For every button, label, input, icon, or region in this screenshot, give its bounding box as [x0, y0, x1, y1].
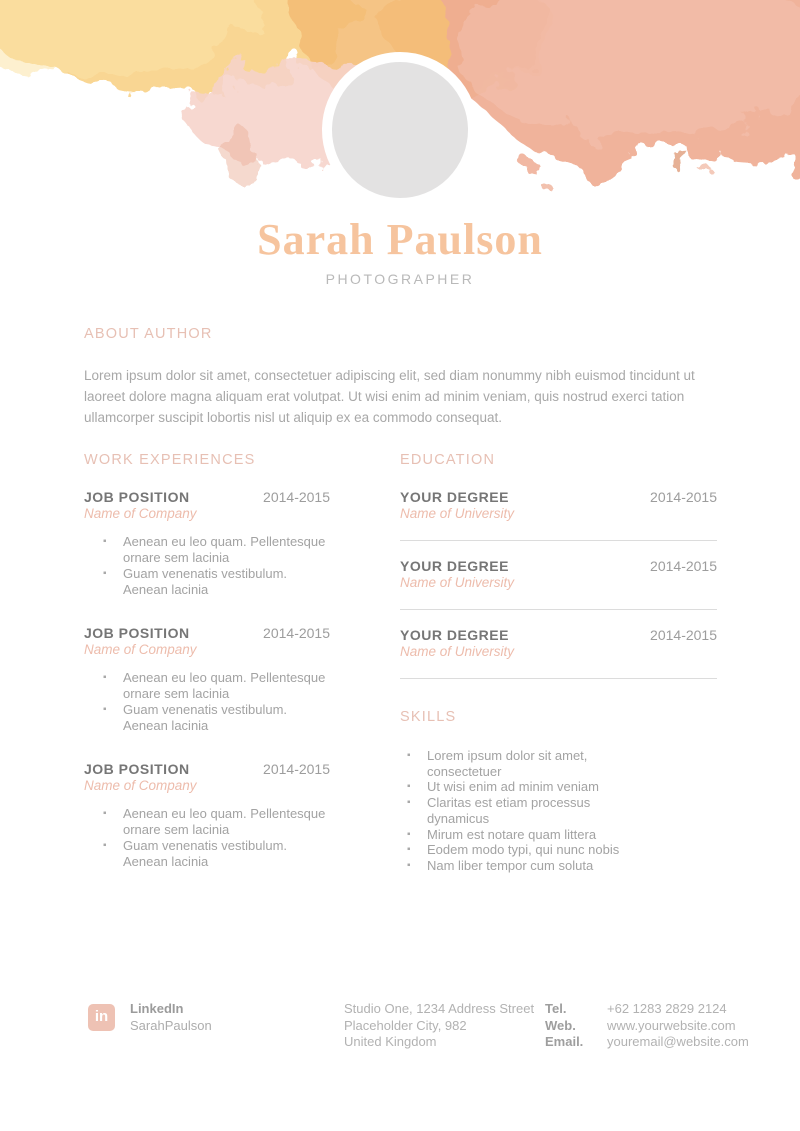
email-value: youremail@website.com [607, 1034, 749, 1049]
degree-dates: 2014-2015 [650, 627, 717, 643]
job-bullet: ▪ Aenean eu leo quam. Pellentesque ornare sem lacinia [101, 806, 330, 837]
job-title-label: JOB POSITION [84, 761, 190, 777]
job-title: PHOTOGRAPHER [325, 271, 475, 287]
contact-values [607, 1001, 749, 1051]
skill-item: ▪ Mirum est notare quam littera [405, 827, 655, 843]
degree-title: YOUR DEGREE [400, 627, 509, 643]
job-dates: 2014-2015 [263, 489, 330, 505]
about-text: Lorem ipsum dolor sit amet, consectetuer adipiscing elit, sed diam nonummy nibh euismod tincidunt ut laoreet dolore magna aliquam erat volutpat. Ut wisi enim ad minim veniam, quis nostrud exerci tation ullamcorper suscipit lobortis nisl ut aliquip ex ea commodo consequat. [84, 367, 695, 425]
divider [400, 678, 717, 679]
job-entry-head [84, 625, 330, 641]
education-entry [400, 489, 717, 541]
linkedin-handle: SarahPaulson [130, 1017, 212, 1033]
skills-heading: SKILLS [400, 709, 457, 725]
skill-item: ▪ Ut wisi enim ad minim veniam [405, 779, 655, 795]
job-entry [84, 761, 330, 869]
divider [400, 540, 717, 541]
address-line: Placeholder City, 982 [344, 1017, 467, 1033]
web-value: www.yourwebsite.com [607, 1017, 736, 1033]
degree-dates: 2014-2015 [650, 489, 717, 505]
education-heading: EDUCATION [400, 452, 496, 468]
skills-list [405, 748, 655, 874]
job-bullet-list [101, 670, 330, 733]
job-title-label: JOB POSITION [84, 489, 190, 505]
job-bullet: ▪ Guam venenatis vestibulum. Aenean lacinia [101, 702, 330, 733]
profile-photo-placeholder [322, 52, 478, 208]
job-entry-head [84, 489, 330, 505]
job-bullet: ▪ Guam venenatis vestibulum. Aenean lacinia [101, 838, 330, 869]
address-line: United Kingdom [344, 1034, 437, 1049]
divider [400, 609, 717, 610]
tel-label: Tel. [545, 1001, 567, 1016]
linkedin-block [130, 1001, 212, 1034]
web-label: Web. [545, 1017, 576, 1033]
job-company: Name of Company [84, 506, 197, 521]
skill-item: ▪ Lorem ipsum dolor sit amet, consectetuer [405, 748, 655, 779]
job-bullet: ▪ Guam venenatis vestibulum. Aenean lacinia [101, 566, 330, 597]
job-company: Name of Company [84, 778, 197, 793]
skill-item: ▪ Eodem modo typi, qui nunc nobis [405, 842, 655, 858]
linkedin-icon [88, 1004, 115, 1031]
job-company: Name of Company [84, 642, 197, 657]
job-bullet: ▪ Aenean eu leo quam. Pellentesque ornare sem lacinia [101, 670, 330, 701]
university-name: Name of University [400, 644, 515, 659]
job-dates: 2014-2015 [263, 761, 330, 777]
degree-title: YOUR DEGREE [400, 558, 509, 574]
degree-dates: 2014-2015 [650, 558, 717, 574]
linkedin-label: LinkedIn [130, 1001, 184, 1016]
page-title-name: Sarah Paulson [257, 215, 543, 264]
education-entry [400, 558, 717, 610]
job-entry-head [84, 761, 330, 777]
job-entry [84, 489, 330, 597]
job-title-label: JOB POSITION [84, 625, 190, 641]
email-label: Email. [545, 1034, 584, 1049]
job-bullet: ▪ Aenean eu leo quam. Pellentesque ornare sem lacinia [101, 534, 330, 565]
contact-labels [545, 1001, 583, 1051]
job-entry [84, 625, 330, 733]
address-line: Studio One, 1234 Address Street [344, 1001, 535, 1016]
education-entry-head [400, 489, 717, 505]
education-entry [400, 627, 717, 679]
education-skills-section [400, 452, 717, 874]
linkedin-icon-glyph: in [94, 1008, 109, 1026]
work-heading: WORK EXPERIENCES [84, 452, 256, 468]
job-dates: 2014-2015 [263, 625, 330, 641]
skill-item: ▪ Nam liber tempor cum soluta [405, 858, 655, 874]
education-entry-head [400, 558, 717, 574]
job-bullet-list [101, 534, 330, 597]
skill-item: ▪ Claritas est etiam processus dynamicus [405, 795, 655, 826]
address-block [344, 1001, 534, 1051]
about-heading: ABOUT AUTHOR [84, 326, 213, 342]
degree-title: YOUR DEGREE [400, 489, 509, 505]
tel-value: +62 1283 2829 2124 [607, 1001, 727, 1016]
work-experiences-section [84, 452, 330, 870]
job-bullet-list [101, 806, 330, 869]
education-entry-head [400, 627, 717, 643]
university-name: Name of University [400, 506, 515, 521]
university-name: Name of University [400, 575, 515, 590]
